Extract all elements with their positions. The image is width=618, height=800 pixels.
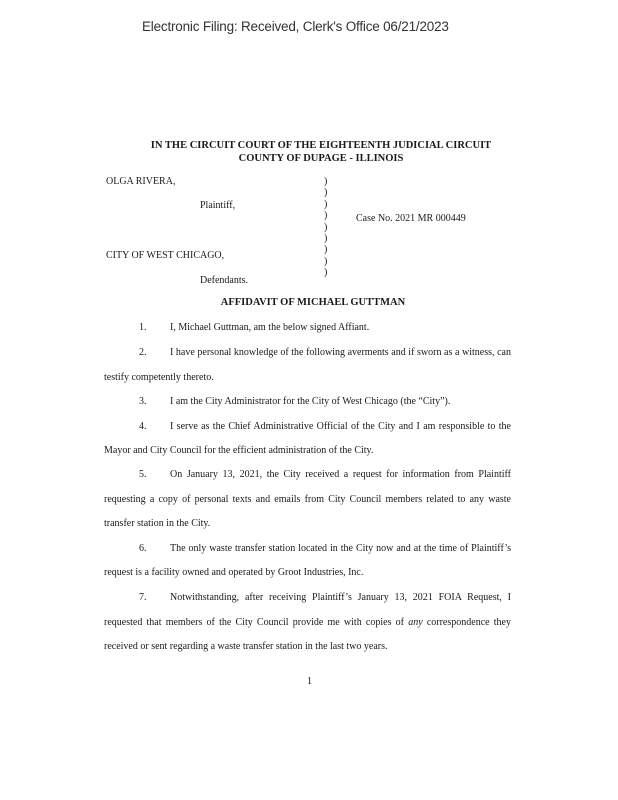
caption-paren: ) xyxy=(324,210,328,222)
caption-paren: ) xyxy=(324,232,328,244)
paragraph-4-line1: I serve as the Chief Administrative Official of the City and I am responsible to the xyxy=(170,421,511,432)
court-heading-line1: IN THE CIRCUIT COURT OF THE EIGHTEENTH JUDICIAL CIRCUIT xyxy=(150,140,492,151)
defendant-name: CITY OF WEST CHICAGO, xyxy=(106,250,225,261)
caption-paren: ) xyxy=(324,187,328,199)
paragraph-number: 3. xyxy=(139,396,147,407)
paragraph-2-line1: I have personal knowledge of the following averments and if sworn as a witness, can xyxy=(170,347,511,358)
paragraph-7-line2-start: requested that members of the City Council provide me with copies of xyxy=(104,617,409,628)
affidavit-title: AFFIDAVIT OF MICHAEL GUTTMAN xyxy=(220,297,406,308)
paragraph-3-text: I am the City Administrator for the City of West Chicago (the “City”). xyxy=(170,396,451,407)
paragraph-number: 2. xyxy=(139,347,147,358)
court-heading-line2: COUNTY OF DUPAGE - ILLINOIS xyxy=(238,153,404,164)
paragraph-5-line1: On January 13, 2021, the City received a request for information from Plaintiff xyxy=(170,469,511,480)
paragraph-7-line1: Notwithstanding, after receiving Plaintiff’s January 13, 2021 FOIA Request, I xyxy=(170,592,511,603)
paragraph-number: 4. xyxy=(139,421,147,432)
paragraph-6-line1: The only waste transfer station located in the City now and at the time of Plaintiff’s xyxy=(170,543,511,554)
paragraph-7-emphasis: any xyxy=(408,617,423,628)
page-number: 1 xyxy=(307,676,312,687)
paragraph-5-line3: transfer station in the City. xyxy=(104,518,211,529)
case-number: Case No. 2021 MR 000449 xyxy=(356,213,466,224)
caption-paren: ) xyxy=(324,267,328,279)
court-heading xyxy=(0,139,618,165)
caption-paren: ) xyxy=(324,221,328,233)
caption-parentheses xyxy=(324,176,327,279)
caption-paren: ) xyxy=(324,198,328,210)
paragraph-7-line2 xyxy=(104,617,511,628)
caption-paren: ) xyxy=(324,255,328,267)
paragraph-5-line2: requesting a copy of personal texts and emails from City Council members related to any waste xyxy=(104,494,511,505)
paragraph-7-line2-end: correspondence they xyxy=(422,617,511,628)
paragraph-number: 7. xyxy=(139,592,147,603)
paragraph-6-line2: request is a facility owned and operated by Groot Industries, Inc. xyxy=(104,567,364,578)
paragraph-number: 6. xyxy=(139,543,147,554)
paragraph-1-text: I, Michael Guttman, am the below signed Affiant. xyxy=(170,322,370,333)
caption-paren: ) xyxy=(324,244,328,256)
defendant-label: Defendants. xyxy=(200,275,249,286)
paragraph-7-line3: received or sent regarding a waste transfer station in the last two years. xyxy=(104,641,388,652)
plaintiff-name: OLGA RIVERA, xyxy=(106,176,176,187)
caption-paren: ) xyxy=(324,176,328,187)
paragraph-number: 1. xyxy=(139,322,147,333)
paragraph-2-line2: testify competently thereto. xyxy=(104,372,214,383)
paragraph-number: 5. xyxy=(139,469,147,480)
versus-label: v. xyxy=(106,224,113,235)
plaintiff-label: Plaintiff, xyxy=(200,200,236,211)
paragraph-4-line2: Mayor and City Council for the efficient administration of the City. xyxy=(104,445,374,456)
electronic-filing-stamp: Electronic Filing: Received, Clerk's Office 06/21/2023 xyxy=(142,19,449,34)
